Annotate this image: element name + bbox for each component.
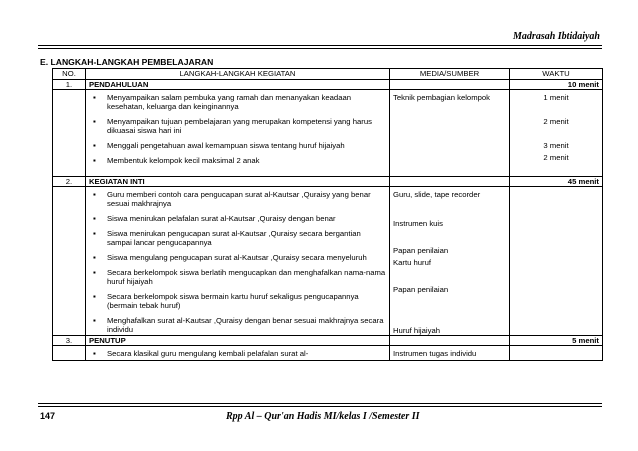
page-number: 147 [40, 411, 56, 421]
activity-list [89, 190, 386, 334]
table-row [53, 187, 603, 336]
section-heading-kegiatan-inti: KEGIATAN INTI [86, 177, 390, 187]
list-item: ▪ Menghafalkan surat al-Kautsar ,Quraisy dengan benar sesuai makhrajnya secara individu [89, 316, 386, 334]
list-item: ▪ Secara klasikal guru mengulang kembali pelafalan surat al- [89, 349, 386, 358]
media-text: Huruf hijaiyah [393, 326, 441, 335]
list-item: ▪ Siswa mengulang pengucapan surat al-Kautsar ,Quraisy secara menyeluruh [89, 253, 386, 262]
list-item: ▪ Guru memberi contoh cara pengucapan surat al-Kautsar ,Quraisy yang benar sesuai makhrajnya [89, 190, 386, 208]
section-heading-penutup: PENUTUP [86, 336, 390, 346]
header-time: WAKTU [510, 69, 603, 80]
row-number: 3. [53, 336, 86, 346]
section-time: 45 menit [510, 177, 603, 187]
lesson-steps-table [52, 68, 603, 361]
activity-list-cell [86, 90, 390, 177]
time-cell [510, 346, 603, 361]
time-value: 2 menit [543, 117, 569, 126]
empty-cell [53, 187, 86, 336]
media-cell [390, 187, 510, 336]
section-time: 10 menit [510, 80, 603, 90]
empty-cell [53, 346, 86, 361]
media-text: Instrumen tugas individu [393, 349, 477, 358]
list-item: ▪ Siswa menirukan pelafalan surat al-Kautsar ,Quraisy dengan benar [89, 214, 386, 223]
table-header-row [53, 69, 603, 80]
media-text: Teknik pembagian kelompok [393, 93, 491, 102]
footer-rule [38, 406, 602, 407]
time-cell [510, 187, 603, 336]
media-cell [390, 177, 510, 187]
row-number: 1. [53, 80, 86, 90]
header-media: MEDIA/SUMBER [390, 69, 510, 80]
table-row [53, 336, 603, 346]
media-text: Instrumen kuis [393, 219, 443, 228]
header-steps: LANGKAH-LANGKAH KEGIATAN [86, 69, 390, 80]
activity-list [89, 93, 386, 165]
table-row [53, 90, 603, 177]
list-item: ▪ Menggali pengetahuan awal kemampuan siswa tentang huruf hijaiyah [89, 141, 386, 150]
list-item: ▪ Menyampaikan salam pembuka yang ramah dan menanyakan keadaan kesehatan, keluarga dan keinginannya [89, 93, 386, 111]
time-value: 2 menit [543, 153, 569, 162]
list-item: ▪ Membentuk kelompok kecil maksimal 2 anak [89, 156, 386, 165]
empty-cell [53, 90, 86, 177]
media-cell [390, 80, 510, 90]
section-time: 5 menit [510, 336, 603, 346]
media-text: Papan penilaian [393, 285, 449, 294]
media-text: Papan penilaian [393, 246, 449, 255]
header-rule [38, 45, 602, 46]
document-header-title: Madrasah Ibtidaiyah [513, 31, 600, 42]
activity-list-cell [86, 187, 390, 336]
activity-list [89, 349, 386, 358]
section-title: E. LANGKAH-LANGKAH PEMBELAJARAN [40, 57, 214, 67]
media-text: Kartu huruf [393, 258, 432, 267]
table-row [53, 80, 603, 90]
media-cell [390, 90, 510, 177]
table-row [53, 346, 603, 361]
list-item: ▪ Siswa menirukan pengucapan surat al-Kautsar ,Quraisy secara bergantian sampai lancar pengucapannya [89, 229, 386, 247]
list-item: ▪ Secara berkelompok siswa berlatih mengucapkan dan menghafalkan nama-nama huruf hijaiyah [89, 268, 386, 286]
activity-list-cell [86, 346, 390, 361]
list-item: ▪ Secara berkelompok siswa bermain kartu huruf sekaligus pengucapannya (bermain tebak huruf) [89, 292, 386, 310]
time-value: 1 menit [543, 93, 569, 102]
time-cell [510, 90, 603, 177]
list-item: ▪ Menyampaikan tujuan pembelajaran yang merupakan kompetensi yang harus dikuasai siswa hari ini [89, 117, 386, 135]
section-heading-pendahuluan: PENDAHULUAN [86, 80, 390, 90]
footer-rule-thin [38, 403, 602, 404]
header-no: NO. [53, 69, 86, 80]
time-value: 3 menit [543, 141, 569, 150]
media-cell [390, 346, 510, 361]
header-rule-thin [38, 48, 602, 49]
footer-title: Rpp Al – Qur'an Hadis MI/kelas I /Semester II [226, 411, 420, 422]
media-text: Guru, slide, tape recorder [393, 190, 481, 199]
row-number: 2. [53, 177, 86, 187]
media-cell [390, 336, 510, 346]
table-row [53, 177, 603, 187]
